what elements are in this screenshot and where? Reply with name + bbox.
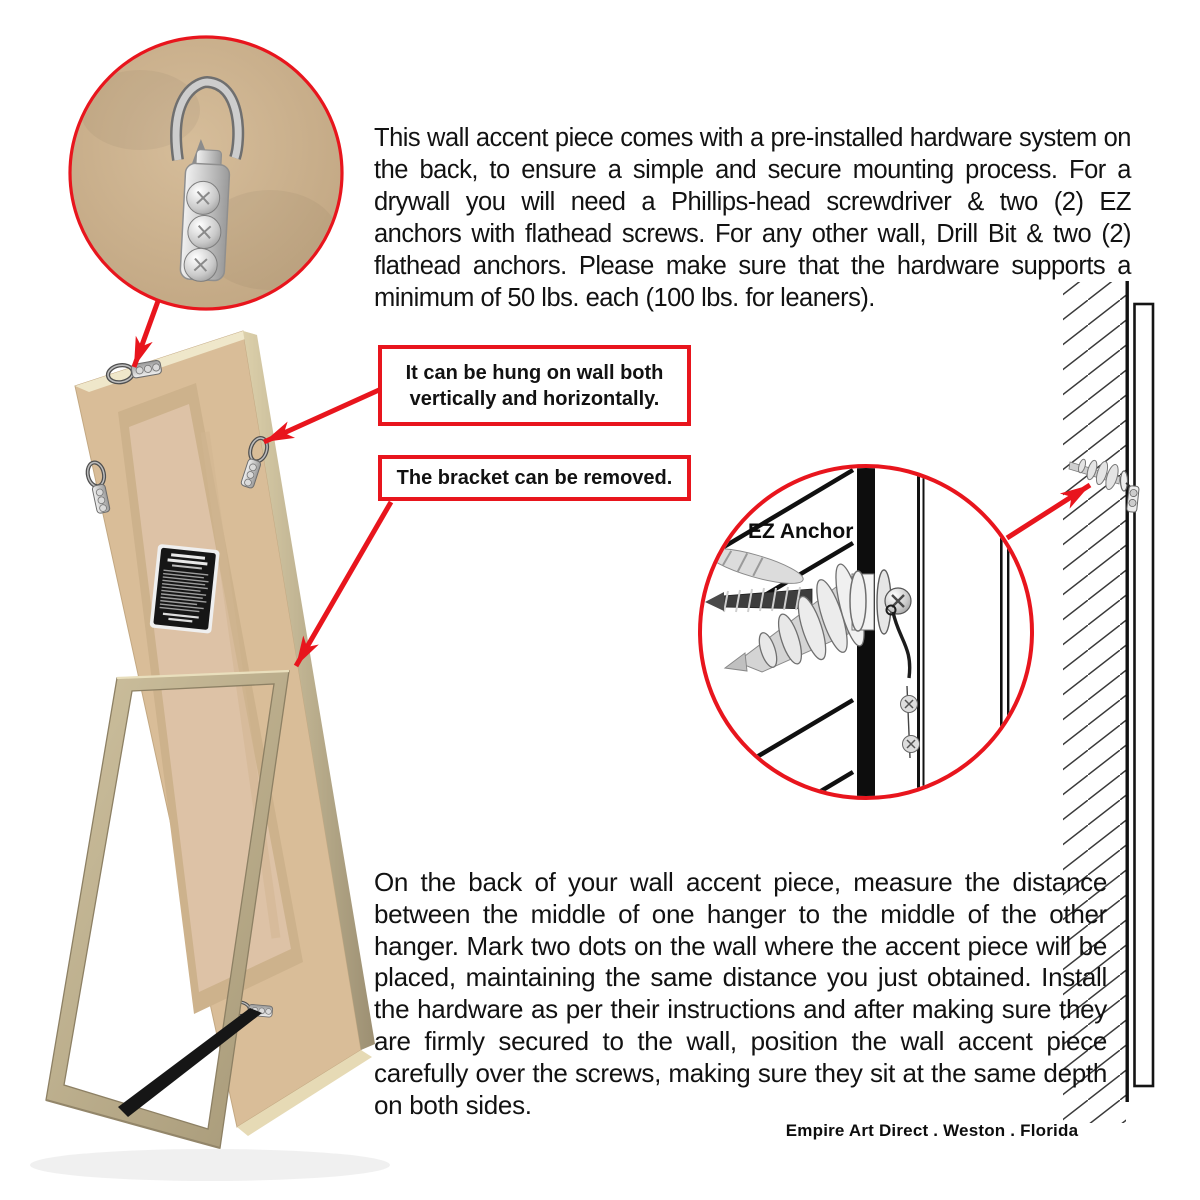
hung-frame-side-view (1135, 304, 1154, 1086)
arrow-photo-to-top-hanger (134, 301, 158, 367)
back-hardware-photo (70, 37, 342, 309)
ez-anchor-inset (690, 462, 1032, 899)
wall-surface-line (1126, 281, 1129, 1102)
measuring-paragraph: On the back of your wall accent piece, measure the distance between the middle of one hanger to the middle of the other hanger. Mark two dots on the wall where the accent piece will be placed, maintaining the same distance you just obtained. Install the hardware as per their instructions and after making sure they are firmly secured to the wall, position the wall accent piece carefully over the screws, making sure they sit at the same depth on both sides. (374, 867, 1107, 1120)
arrow-callout-to-side-hanger (264, 390, 379, 442)
product-back-illustration (30, 331, 390, 1181)
callout-hang-both-ways (378, 345, 691, 426)
arrow-callout-to-bracket (296, 502, 391, 666)
floor-shadow (30, 1149, 390, 1181)
warning-label (149, 544, 219, 634)
intro-paragraph: This wall accent piece comes with a pre-installed hardware system on the back, to ensure a simple and secure mounting process. For a drywall you will need a Phillips-head screwdriver & two (2) EZ anchors with flathead screws. For any other wall, Drill Bit & two (2) flathead anchors. Please make sure that the hardware supports a minimum of 50 lbs. each (100 lbs. for leaners). (374, 123, 1131, 312)
hanger-plate (180, 149, 231, 283)
callout-bracket-removable (378, 455, 691, 501)
brand-footer: Empire Art Direct . Weston . Florida (785, 1121, 1079, 1140)
callout-hang-text: It can be hung on wall both vertically and horizontally. (405, 361, 664, 410)
ez-anchor-label: EZ Anchor (748, 520, 854, 543)
callout-bracket-text: The bracket can be removed. (396, 466, 673, 489)
